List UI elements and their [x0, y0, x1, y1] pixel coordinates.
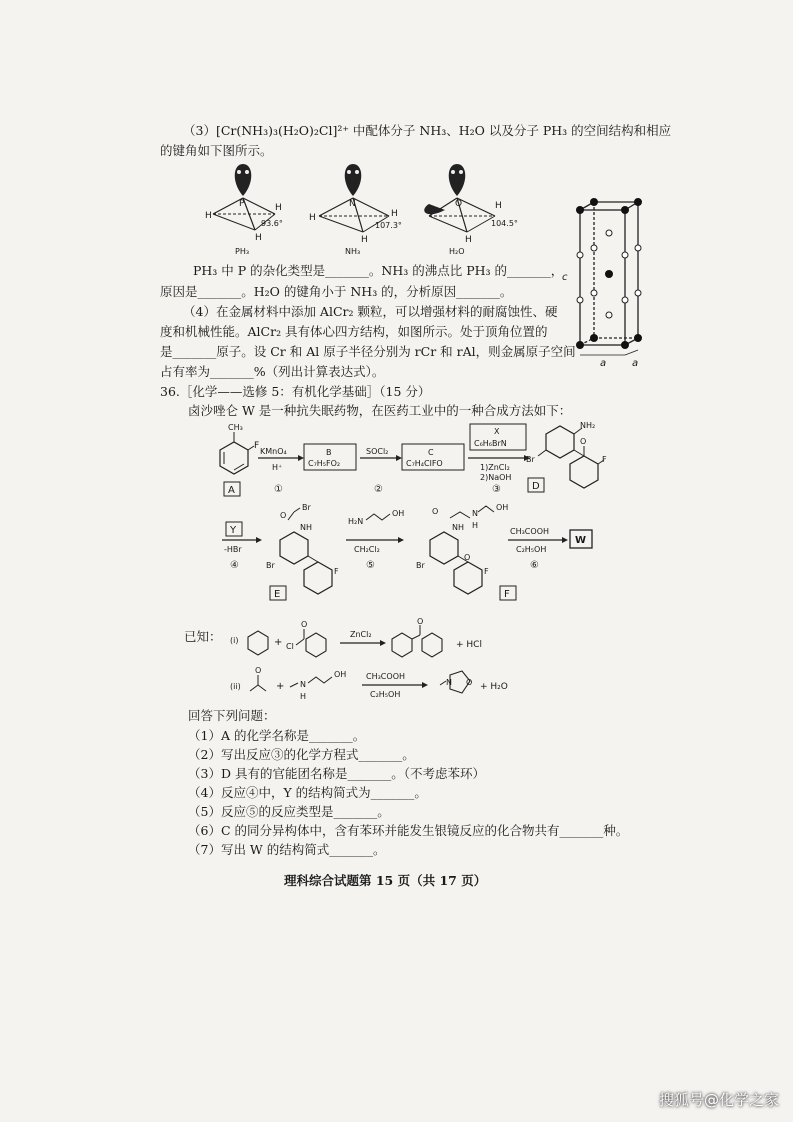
compound-f-label: F [504, 589, 510, 600]
q36-header: 36.［化学——选修 5：有机化学基础］（15 分） [160, 384, 431, 399]
step5-cond: CH₂Cl₂ [354, 545, 380, 554]
step5-oh: OH [392, 509, 405, 518]
question-2: （2）写出反应③的化学方程式_______。 [188, 747, 415, 762]
h2o-molecule [424, 164, 518, 256]
compound-f-br: Br [416, 561, 425, 570]
answer-title: 回答下列问题： [188, 708, 276, 723]
page-footer: 理科综合试题第 15 页（共 17 页） [284, 873, 487, 888]
nh3-molecule [309, 164, 402, 256]
ph3-h1: H [205, 211, 212, 221]
compound-w-label: W [575, 535, 587, 546]
known-ii-pn: N [446, 678, 452, 687]
compound-f-o2: O [464, 553, 471, 562]
ph3-molecule [205, 164, 283, 256]
known-ii-label: (ii) [230, 682, 241, 691]
q35-p3-line3: PH₃ 中 P 的杂化类型是_______。NH₃ 的沸点比 PH₃ 的_______， [193, 263, 564, 278]
compound-d-o: O [580, 437, 587, 446]
nh3-name: NH₃ [345, 247, 361, 256]
step1-cond: H⁺ [272, 463, 283, 472]
known-ii-cond1: CH₃COOH [366, 672, 406, 681]
known-reactions [200, 615, 530, 705]
compound-b-name: B [326, 448, 332, 457]
known-i-product-o: O [417, 617, 424, 626]
q35-p3-line4: 原因是_______。H₂O 的键角小于 NH₃ 的，分析原因_______。 [160, 284, 513, 299]
step6-cond: C₂H₅OH [516, 545, 547, 554]
known-i-label: (i) [230, 636, 239, 645]
q35-p3-line2: 的键角如下图所示。 [160, 143, 273, 158]
step6-num: ⑥ [530, 560, 539, 571]
nh3-center: N [349, 199, 356, 209]
step3-cond2: 2)NaOH [480, 473, 512, 482]
step2-reagent: SOCl₂ [366, 447, 389, 456]
q35-p3-line1: （3）[Cr(NH₃)₃(H₂O)₂Cl]²⁺ 中配体分子 NH₃、H₂O 以及分子 PH₃ 的空间结构和相应 [183, 123, 672, 138]
compound-e-br: Br [266, 561, 275, 570]
compound-a-f: F [254, 441, 260, 451]
known-ii-n: N [300, 680, 306, 689]
known-ii-tail: + H₂O [480, 682, 508, 692]
ph3-angle: 93.6° [261, 219, 283, 228]
ph3-name: PH₃ [235, 247, 250, 256]
step4-cond: -HBr [224, 545, 242, 554]
compound-d-label: D [532, 481, 540, 492]
step5-num: ⑤ [366, 560, 375, 571]
known-ii-o: O [255, 666, 262, 675]
step6-reagent: CH₃COOH [510, 527, 550, 536]
h2o-center: O [455, 199, 463, 209]
step2-num: ② [374, 484, 383, 495]
known-i-cl: Cl [286, 642, 294, 651]
known-i-o: O [301, 620, 308, 629]
known-ii-cond2: C₂H₅OH [370, 690, 401, 699]
compound-d-f: F [602, 455, 607, 464]
known-ii-plus: + [276, 681, 285, 692]
compound-c-name: C [428, 448, 434, 457]
nh3-h2: H [391, 209, 398, 219]
compound-f-n: N [472, 509, 478, 518]
q36-intro: 卤沙唑仑 W 是一种抗失眠药物，在医药工业中的一种合成方法如下： [188, 403, 572, 418]
cell-label-a2: a [632, 358, 639, 369]
question-3: （3）D 具有的官能团名称是_______。（不考虑苯环） [188, 766, 485, 781]
compound-f-o: O [432, 507, 439, 516]
nh3-h3: H [361, 235, 368, 245]
q35-p4-line3: 是_______原子。设 Cr 和 Al 原子半径分别为 rCr 和 rAl，则金属原子空间 [160, 344, 576, 359]
h2o-h1: H [495, 201, 502, 211]
known-ii-h: H [300, 692, 307, 701]
known-ii-oh: OH [334, 670, 347, 679]
nh3-h1: H [309, 213, 316, 223]
synthesis-row-2 [220, 500, 610, 610]
compound-d-br: Br [526, 455, 535, 464]
compound-e [266, 503, 339, 600]
h2o-h2: H [465, 235, 472, 245]
ph3-h2: H [275, 203, 282, 213]
step4-num: ④ [230, 560, 239, 571]
compound-a [220, 423, 259, 496]
known-i-tail: + HCl [456, 640, 482, 650]
ph3-center: P [239, 199, 245, 209]
known-title: 已知： [184, 629, 222, 644]
step3-num: ③ [492, 484, 501, 495]
cell-label-c: c [562, 272, 568, 283]
step4-reagent: Y [230, 525, 237, 536]
compound-c-formula: C₇H₄ClFO [406, 459, 443, 468]
synthesis-row-1 [200, 420, 610, 500]
question-1: （1）A 的化学名称是_______。 [188, 728, 366, 743]
step3-cond1: 1)ZnCl₂ [480, 463, 510, 472]
compound-f-oh: OH [496, 503, 509, 512]
nh3-angle: 107.3° [375, 221, 402, 230]
question-7: （7）写出 W 的结构简式_______。 [188, 842, 386, 857]
compound-e-nh: NH [300, 523, 312, 532]
q35-p4-line4: 占有率为_______%（列出计算表达式）。 [160, 364, 385, 379]
compound-e-br2: Br [302, 503, 311, 512]
molecule-figure [195, 160, 518, 260]
compound-a-label: A [228, 485, 235, 496]
known-ii-po: O [466, 678, 473, 687]
q35-p4-line1: （4）在金属材料中添加 AlCr₂ 颗粒，可以增强材料的耐腐蚀性、硬 [183, 304, 558, 319]
h2o-name: H₂O [449, 247, 465, 256]
question-6: （6）C 的同分异构体中，含有苯环并能发生银镜反应的化合物共有_______种。 [188, 823, 629, 838]
known-i-cond: ZnCl₂ [350, 630, 372, 639]
compound-d-nh2: NH₂ [580, 421, 596, 430]
ph3-h3: H [255, 233, 262, 243]
compound-a-ch3: CH₃ [228, 423, 243, 432]
compound-e-o: O [280, 511, 287, 520]
known-i-plus: + [274, 637, 283, 648]
step3-reagent-name: X [494, 427, 500, 436]
cell-label-a1: a [600, 358, 607, 369]
watermark: 搜狐号@化学之家 [658, 1091, 779, 1109]
compound-f-h: H [472, 521, 479, 530]
step1-num: ① [274, 484, 283, 495]
question-4: （4）反应④中，Y 的结构简式为_______。 [188, 785, 427, 800]
compound-e-label: E [274, 589, 281, 600]
compound-d [526, 421, 607, 492]
compound-f [416, 503, 516, 600]
step1-reagent: KMnO₄ [260, 447, 287, 456]
compound-b-formula: C₇H₅FO₂ [308, 459, 341, 468]
step3-reagent-formula: C₆H₆BrN [474, 439, 507, 448]
question-5: （5）反应⑤的反应类型是_______。 [188, 804, 390, 819]
compound-e-f: F [334, 567, 339, 576]
q35-p4-line2: 度和机械性能。AlCr₂ 具有体心四方结构，如图所示。处于顶角位置的 [160, 324, 548, 339]
h2o-angle: 104.5° [491, 219, 518, 228]
compound-f-nh: NH [452, 523, 464, 532]
step5-h2n: H₂N [348, 517, 364, 526]
compound-f-f: F [484, 567, 489, 576]
